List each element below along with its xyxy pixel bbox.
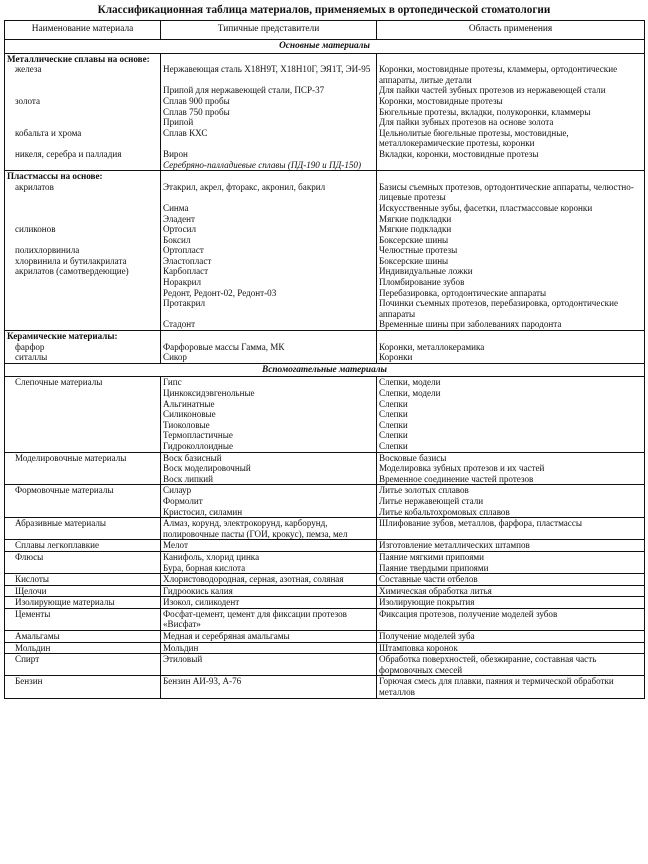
representatives-cell: Кристосил, силамин	[161, 507, 377, 518]
application-cell: Слепки	[377, 409, 645, 420]
representatives-cell: Эластопласт	[161, 256, 377, 267]
application-cell: Слепки	[377, 441, 645, 452]
document-page	[4, 0, 644, 699]
application-cell: Горючая смесь для плавки, паяния и термической обработки металлов	[377, 676, 645, 698]
application-cell	[377, 160, 645, 171]
table-row	[5, 377, 645, 388]
material-name-cell	[5, 319, 161, 330]
material-name-cell	[5, 474, 161, 485]
material-name-cell	[5, 388, 161, 399]
representatives-cell: Сплав 750 пробы	[161, 107, 377, 118]
material-name-cell	[5, 203, 161, 214]
application-cell: Временное соединение частей протезов	[377, 474, 645, 485]
representatives-cell: Стадонт	[161, 319, 377, 330]
material-name-cell: акрилатов	[5, 182, 161, 203]
material-name-cell: Кислоты	[5, 574, 161, 586]
representatives-cell: Припой	[161, 117, 377, 128]
material-name-cell: никеля, серебра и палладия	[5, 149, 161, 160]
table-row	[5, 298, 645, 319]
table-row	[5, 203, 645, 214]
representatives-cell: Вирон	[161, 149, 377, 160]
application-cell	[377, 171, 645, 182]
table-row	[5, 224, 645, 235]
representatives-cell: Норакрил	[161, 277, 377, 288]
application-cell: Восковые базисы	[377, 452, 645, 463]
table-row	[5, 399, 645, 410]
table-row	[5, 182, 645, 203]
material-name-cell: хлорвинила и бутилакрилата	[5, 256, 161, 267]
section-title: Вспомогательные материалы	[5, 363, 645, 377]
material-name-cell	[5, 507, 161, 518]
table-row	[5, 342, 645, 353]
material-name-cell: Абразивные материалы	[5, 518, 161, 540]
representatives-cell: Бензин АИ-93, А-76	[161, 676, 377, 698]
material-name-cell: Моделировочные материалы	[5, 452, 161, 463]
representatives-cell	[161, 171, 377, 182]
table-row	[5, 676, 645, 698]
application-cell: Мягкие подкладки	[377, 224, 645, 235]
application-cell: Коронки, металлокерамика	[377, 342, 645, 353]
representatives-cell: Воск липкий	[161, 474, 377, 485]
table-row	[5, 474, 645, 485]
application-cell: Моделировка зубных протезов и их частей	[377, 463, 645, 474]
table-row	[5, 507, 645, 518]
representatives-cell: Сплав 900 пробы	[161, 96, 377, 107]
material-name-cell: Амальгамы	[5, 631, 161, 643]
material-name-cell: Спирт	[5, 654, 161, 676]
table-row	[5, 266, 645, 277]
representatives-cell: Изокол, силикодент	[161, 597, 377, 609]
table-row	[5, 574, 645, 586]
material-name-cell	[5, 288, 161, 299]
representatives-cell: Фарфоровые массы Гамма, МК	[161, 342, 377, 353]
material-name-cell	[5, 463, 161, 474]
table-body	[5, 40, 645, 699]
representatives-cell: Ортосил	[161, 224, 377, 235]
material-name-cell: Слепочные материалы	[5, 377, 161, 388]
application-cell: Слепки	[377, 399, 645, 410]
table-row	[5, 654, 645, 676]
application-cell: Боксерские шины	[377, 256, 645, 267]
header-material-name: Наименование материала	[5, 21, 161, 40]
table-row	[5, 235, 645, 246]
application-cell: Изготовление металлических штампов	[377, 540, 645, 552]
representatives-cell	[161, 331, 377, 342]
material-name-cell: Металлические сплавы на основе:	[5, 53, 161, 64]
representatives-cell: Гидроколлоидные	[161, 441, 377, 452]
representatives-cell: Этакрил, акрел, фторакс, акронил, бакрил	[161, 182, 377, 203]
material-name-cell	[5, 107, 161, 118]
material-name-cell	[5, 420, 161, 431]
table-row	[5, 85, 645, 96]
representatives-cell: Бура, борная кислота	[161, 563, 377, 574]
material-name-cell: Пластмассы на основе:	[5, 171, 161, 182]
representatives-cell: Тиоколовые	[161, 420, 377, 431]
application-cell: Паяние мягкими припоями	[377, 551, 645, 562]
representatives-cell: Хлористоводородная, серная, азотная, соляная	[161, 574, 377, 586]
application-cell: Для пайки частей зубных протезов из нержавеющей стали	[377, 85, 645, 96]
application-cell: Искусственные зубы, фасетки, пластмассовые коронки	[377, 203, 645, 214]
representatives-cell: Медная и серебряная амальгамы	[161, 631, 377, 643]
representatives-cell: Фосфат-цемент, цемент для фиксации протезов «Висфат»	[161, 608, 377, 630]
material-name-cell	[5, 160, 161, 171]
table-row	[5, 409, 645, 420]
table-row	[5, 551, 645, 562]
application-cell: Коронки	[377, 352, 645, 363]
representatives-cell: Мелот	[161, 540, 377, 552]
table-row	[5, 277, 645, 288]
material-name-cell: Флюсы	[5, 551, 161, 562]
material-name-cell: Мольдин	[5, 642, 161, 654]
table-row	[5, 53, 645, 64]
table-row	[5, 540, 645, 552]
table-header	[5, 21, 645, 40]
table-row	[5, 430, 645, 441]
table-row	[5, 452, 645, 463]
table-row	[5, 128, 645, 149]
application-cell: Вкладки, коронки, мостовидные протезы	[377, 149, 645, 160]
table-row	[5, 388, 645, 399]
representatives-cell: Гипс	[161, 377, 377, 388]
application-cell: Базисы съемных протезов, ортодонтические аппараты, челюстно-лицевые протезы	[377, 182, 645, 203]
material-name-cell: Цементы	[5, 608, 161, 630]
table-row	[5, 117, 645, 128]
application-cell: Шлифование зубов, металлов, фарфора, пластмассы	[377, 518, 645, 540]
representatives-cell: Воск моделировочный	[161, 463, 377, 474]
application-cell: Слепки	[377, 430, 645, 441]
table-row	[5, 485, 645, 496]
table-row	[5, 288, 645, 299]
application-cell: Коронки, мостовидные протезы, кламмеры, ортодонтические аппараты, литые детали	[377, 64, 645, 85]
representatives-cell: Сикор	[161, 352, 377, 363]
application-cell: Челюстные протезы	[377, 245, 645, 256]
table-row	[5, 160, 645, 171]
material-name-cell: Сплавы легкоплавкие	[5, 540, 161, 552]
material-name-cell: Формовочные материалы	[5, 485, 161, 496]
table-row	[5, 107, 645, 118]
table-row	[5, 256, 645, 267]
header-application-area: Область применения	[377, 21, 645, 40]
application-cell: Коронки, мостовидные протезы	[377, 96, 645, 107]
representatives-cell: Ортопласт	[161, 245, 377, 256]
representatives-cell: Канифоль, хлорид цинка	[161, 551, 377, 562]
material-name-cell	[5, 214, 161, 225]
material-name-cell	[5, 235, 161, 246]
material-name-cell: Изолирующие материалы	[5, 597, 161, 609]
application-cell: Паяние твердыми припоями	[377, 563, 645, 574]
table-row	[5, 608, 645, 630]
materials-table	[4, 20, 645, 699]
representatives-cell: Формолит	[161, 496, 377, 507]
material-name-cell: Бензин	[5, 676, 161, 698]
table-row	[5, 352, 645, 363]
representatives-cell: Цинкоксидэвгенольные	[161, 388, 377, 399]
material-name-cell: ситаллы	[5, 352, 161, 363]
representatives-cell: Припой для нержавеющей стали, ПСР-37	[161, 85, 377, 96]
representatives-cell: Протакрил	[161, 298, 377, 319]
representatives-cell: Эладент	[161, 214, 377, 225]
table-row	[5, 441, 645, 452]
application-cell	[377, 331, 645, 342]
material-name-cell	[5, 563, 161, 574]
material-name-cell: фарфор	[5, 342, 161, 353]
header-typical-representatives: Типичные представители	[161, 21, 377, 40]
table-row	[5, 64, 645, 85]
representatives-cell: Гидроокись калия	[161, 585, 377, 597]
application-cell: Штамповка коронок	[377, 642, 645, 654]
table-row	[5, 331, 645, 342]
table-row	[5, 171, 645, 182]
application-cell: Литье золотых сплавов	[377, 485, 645, 496]
representatives-cell: Нержавеющая сталь Х18Н9Т, Х18Н10Г, ЭЯ1Т, ЭИ-95	[161, 64, 377, 85]
application-cell: Фиксация протезов, получение моделей зубов	[377, 608, 645, 630]
application-cell: Слепки	[377, 420, 645, 431]
material-name-cell	[5, 298, 161, 319]
application-cell: Индивидуальные ложки	[377, 266, 645, 277]
representatives-cell: Сплав КХС	[161, 128, 377, 149]
table-title: Классификационная таблица материалов, применяемых в ортопедической стоматологии	[97, 4, 551, 16]
representatives-cell: Алмаз, корунд, электрокорунд, карборунд, полировочные пасты (ГОИ, крокус), пемза, мел	[161, 518, 377, 540]
application-cell: Для пайки зубных протезов на основе золота	[377, 117, 645, 128]
representatives-cell: Этиловый	[161, 654, 377, 676]
material-name-cell	[5, 399, 161, 410]
table-row	[5, 420, 645, 431]
table-row	[5, 563, 645, 574]
material-name-cell	[5, 441, 161, 452]
application-cell	[377, 53, 645, 64]
material-name-cell	[5, 277, 161, 288]
material-name-cell: полихлорвинила	[5, 245, 161, 256]
section-header-row	[5, 363, 645, 377]
table-row	[5, 245, 645, 256]
application-cell: Обработка поверхностей, обезжирание, составная часть формовочных смесей	[377, 654, 645, 676]
material-name-cell: Щелочи	[5, 585, 161, 597]
table-row	[5, 518, 645, 540]
application-cell: Боксерские шины	[377, 235, 645, 246]
representatives-cell: Термопластичные	[161, 430, 377, 441]
application-cell: Бюгельные протезы, вкладки, полукоронки, кламмеры	[377, 107, 645, 118]
material-name-cell	[5, 85, 161, 96]
application-cell: Получение моделей зуба	[377, 631, 645, 643]
application-cell: Изолирующие покрытия	[377, 597, 645, 609]
material-name-cell	[5, 409, 161, 420]
representatives-cell: Силиконовые	[161, 409, 377, 420]
material-name-cell: железа	[5, 64, 161, 85]
representatives-cell: Карбопласт	[161, 266, 377, 277]
application-cell: Слепки, модели	[377, 388, 645, 399]
material-name-cell	[5, 496, 161, 507]
table-row	[5, 214, 645, 225]
application-cell: Починки съемных протезов, перебазировка, ортодонтические аппараты	[377, 298, 645, 319]
representatives-cell: Воск базисный	[161, 452, 377, 463]
material-name-cell: Керамические материалы:	[5, 331, 161, 342]
table-row	[5, 496, 645, 507]
application-cell: Перебазировка, ортодонтические аппараты	[377, 288, 645, 299]
representatives-cell: Альгинатные	[161, 399, 377, 410]
representatives-cell	[161, 53, 377, 64]
application-cell: Мягкие подкладки	[377, 214, 645, 225]
application-cell: Пломбирование зубов	[377, 277, 645, 288]
application-cell: Временные шины при заболеваниях пародонта	[377, 319, 645, 330]
representatives-cell: Синма	[161, 203, 377, 214]
material-name-cell: золота	[5, 96, 161, 107]
table-row	[5, 96, 645, 107]
representatives-cell: Боксил	[161, 235, 377, 246]
material-name-cell: силиконов	[5, 224, 161, 235]
table-row	[5, 585, 645, 597]
application-cell: Цельнолитые бюгельные протезы, мостовидные, металлокерамические протезы, коронки	[377, 128, 645, 149]
application-cell: Слепки, модели	[377, 377, 645, 388]
table-row	[5, 597, 645, 609]
representatives-cell: Редонт, Редонт-02, Редонт-03	[161, 288, 377, 299]
application-cell: Химическая обработка литья	[377, 585, 645, 597]
table-row	[5, 642, 645, 654]
section-header-row	[5, 40, 645, 54]
application-cell: Составные части отбелов	[377, 574, 645, 586]
representatives-cell: Мольдин	[161, 642, 377, 654]
material-name-cell: акрилатов (самотвердеющие)	[5, 266, 161, 277]
representatives-cell: Серебряно-палладиевые сплавы (ПД-190 и ПД-150)	[161, 160, 377, 171]
table-row	[5, 319, 645, 330]
representatives-cell: Силаур	[161, 485, 377, 496]
application-cell: Литье нержавеющей стали	[377, 496, 645, 507]
material-name-cell: кобальта и хрома	[5, 128, 161, 149]
section-title: Основные материалы	[5, 40, 645, 54]
application-cell: Литье кобальтохромовых сплавов	[377, 507, 645, 518]
material-name-cell	[5, 117, 161, 128]
table-row	[5, 631, 645, 643]
table-row	[5, 149, 645, 160]
material-name-cell	[5, 430, 161, 441]
table-row	[5, 463, 645, 474]
